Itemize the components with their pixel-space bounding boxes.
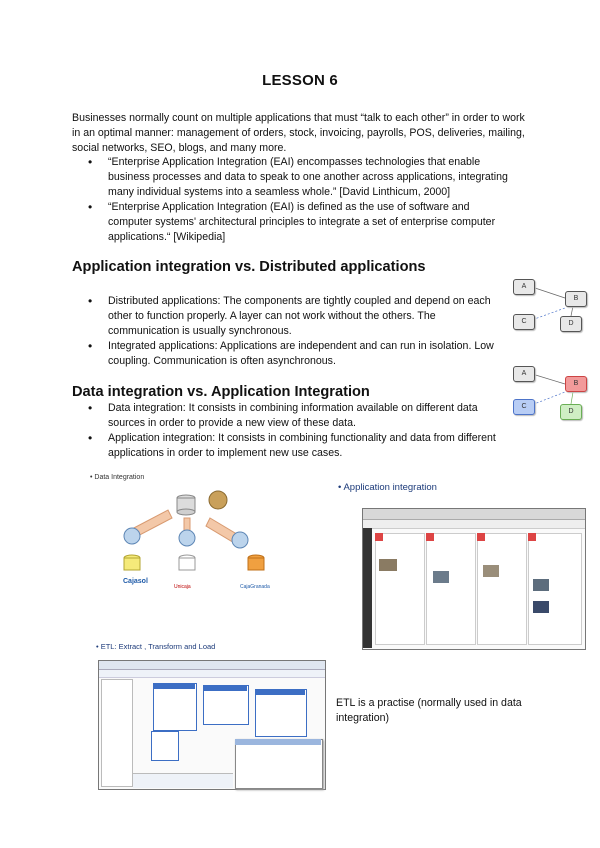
- app-bullet-list: [72, 294, 497, 369]
- distributed-diagram: [505, 276, 595, 336]
- node-c: C: [513, 314, 535, 330]
- data-integration-caption: • Data Integration: [90, 474, 145, 481]
- data-bullet-list: [72, 401, 512, 461]
- etl-note: ETL is a practise (normally used in data integration): [336, 697, 522, 724]
- node-b: B: [565, 291, 587, 307]
- application-integration-screenshot: [362, 508, 586, 650]
- list-item: • “Enterprise Application Integration (EAI) is defined as the use of software and computer systems' architectural principles to integrate a set of enterprise computer applications.“ [Wikipedia]: [72, 200, 512, 245]
- logo-cajasol: Cajasol: [123, 578, 148, 585]
- node-a: A: [513, 366, 535, 382]
- list-item: • Integrated applications: Applications are independent and can run in isolation. Low coupling. Communication is often asynchronous.: [72, 339, 497, 369]
- application-integration-caption: • Application integration: [338, 482, 437, 493]
- list-item: • “Enterprise Application Integration (EAI) encompasses technologies that enable business processes and data to speak to one another across applications, integrating many individual systems into a seamless whole.” [David Linthicum, 2000]: [72, 155, 512, 200]
- intro-paragraph: Businesses normally count on multiple applications that must “talk to each other” in order to work in an optimal manner: management of orders, stock, invoicing, payrolls, POS, deliveries, mailing, social networks, SEO, blogs, and many more.: [72, 112, 525, 154]
- list-item: • Application integration: It consists in combining functionality and data from different applications in order to implement new use cases.: [72, 431, 512, 461]
- node-c: C: [513, 399, 535, 415]
- data-integration-figure: [90, 474, 310, 604]
- integrated-diagram: [505, 364, 595, 424]
- list-item: • Data integration: It consists in combining information available on different data sources in order to provide a new view of these data.: [72, 401, 512, 431]
- node-b: B: [565, 376, 587, 392]
- section-heading-data-vs-app: Data integration vs. Application Integration: [72, 384, 370, 400]
- section-heading-app-vs-distributed: Application integration vs. Distributed applications: [72, 259, 426, 275]
- intro-bullet-list: [72, 155, 512, 245]
- page-title: LESSON 6: [262, 72, 338, 89]
- etl-tool-screenshot: [98, 660, 326, 790]
- etl-caption: • ETL: Extract , Transform and Load: [96, 642, 216, 651]
- list-item: • Distributed applications: The components are tightly coupled and depend on each other to function properly. A layer can not work without the others. The communication is usually synchronous.: [72, 294, 497, 339]
- logo-unicaja: Unicaja: [174, 584, 191, 590]
- node-a: A: [513, 279, 535, 295]
- node-d: D: [560, 404, 582, 420]
- logo-cajagranada: CajaGranada: [240, 584, 270, 590]
- node-d: D: [560, 316, 582, 332]
